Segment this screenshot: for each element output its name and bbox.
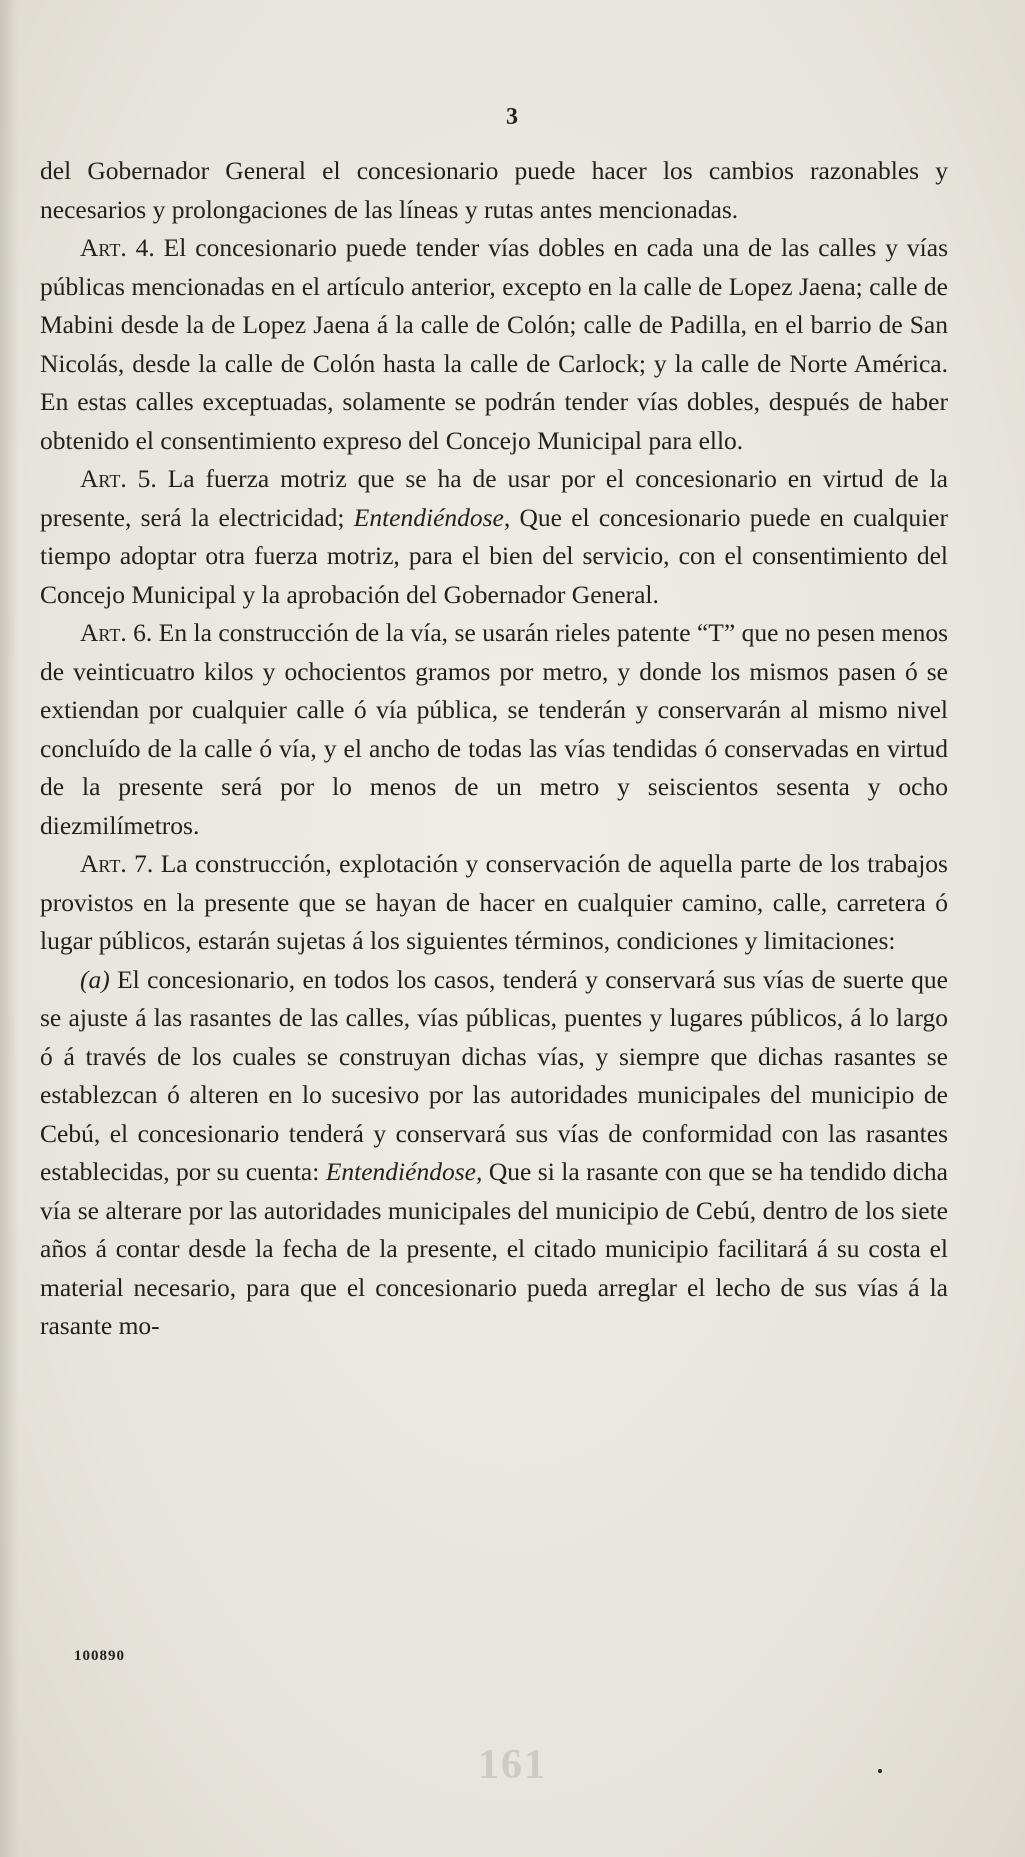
- clause-text: El concesionario, en todos los casos, tenderá y conservará sus vías de suerte que se ajuste á las rasantes de las calles, vías públicas, puentes y lugares públicos, á lo largo ó á través de los cuales se construyan dichas vías, y siempre que dichas rasantes se establezcan ó alteren en lo sucesivo por las autoridades municipales del municipio de Cebú, el concesionario tenderá y conservará sus vías de conformidad con las rasantes establecidas, por su cuenta:: [40, 964, 948, 1186]
- article-4: [40, 229, 948, 460]
- article-text: En la construcción de la vía, se usarán rieles patente “T” que no pesen menos de veinticuatro kilos y ochocientos gramos por metro, y donde los mismos pasen ó se extiendan por cualquier calle ó vía pública, se tenderán y conservarán al mismo nivel concluído de la calle ó vía, y el ancho de todas las vías tendidas ó conservadas en virtud de la presente será por lo menos de un metro y seiscientos sesenta y ocho diezmilímetros.: [40, 618, 948, 840]
- article-text: El concesionario puede tender vías dobles en cada una de las calles y vías públicas mencionadas en el artículo anterior, excepto en la calle de Lopez Jaena; calle de Mabini desde la de Lopez Jaena á la calle de Colón; calle de Padilla, en el barrio de San Nicolás, desde la calle de Colón hasta la calle de Carlock; y la calle de Norte América. En estas calles exceptuadas, solamente se podrán tender vías dobles, después de haber obtenido el consentimiento expreso del Concejo Municipal para ello.: [40, 233, 948, 455]
- clause-text: Que si la rasante con que se ha tendido dicha vía se alterare por las autoridades municipales del municipio de Cebú, dentro de los siete años á contar desde la fecha de la presente, el citado municipio facilitará á su costa el material necesario, para que el concesionario pueda arreglar el lecho de sus vías á la rasante mo-: [40, 1157, 948, 1340]
- article-7: [40, 845, 948, 961]
- paragraph-text: del Gobernador General el concesionario puede hacer los cambios razonables y necesarios y prolongaciones de las líneas y rutas antes mencionadas.: [40, 156, 948, 224]
- clause-label: (a): [80, 964, 110, 994]
- article-label: Art. 6.: [80, 618, 153, 647]
- proviso-word: Entendiéndose,: [325, 1157, 483, 1186]
- printer-code: 100890: [74, 1648, 125, 1664]
- article-5: [40, 460, 948, 614]
- article-6: [40, 614, 948, 845]
- article-label: Art. 7.: [80, 849, 154, 878]
- paragraph-continuation: [40, 152, 948, 229]
- article-label: Art. 4.: [80, 233, 155, 262]
- proviso-word: Entendiéndose,: [353, 502, 511, 532]
- article-text: La construcción, explotación y conservación de aquella parte de los trabajos provistos en la presente que se hayan de hacer en cualquier camino, calle, carretera ó lugar públicos, estarán sujetas á los siguientes términos, condiciones y limitaciones:: [40, 849, 948, 955]
- body-text: [40, 152, 948, 1346]
- binding-shadow: [0, 0, 18, 1857]
- ink-speck: [878, 1769, 882, 1773]
- folio-stamp: 161: [478, 1742, 547, 1788]
- article-label: Art. 5.: [80, 464, 157, 493]
- article-text: La fuerza motriz que se ha de usar por el concesionario en virtud de la presente, será la electricidad;: [40, 464, 948, 532]
- page-number: 3: [506, 104, 519, 130]
- article-text: Que el concesionario puede en cualquier tiempo adoptar otra fuerza motriz, para el bien del servicio, con el consentimiento del Concejo Municipal y la aprobación del Gobernador General.: [40, 502, 948, 609]
- clause-a: [40, 961, 948, 1346]
